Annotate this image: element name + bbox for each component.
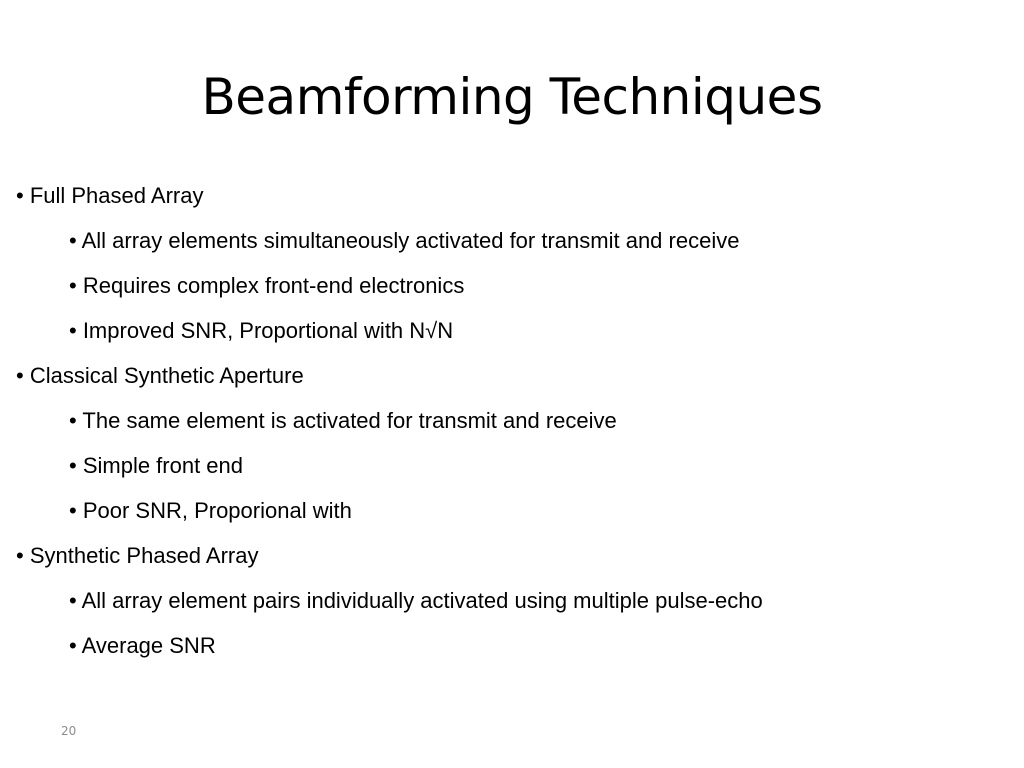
sub-bullet-item: • Poor SNR, Proporional with [69,498,352,523]
bullet-item: • Classical Synthetic Aperture [16,363,304,388]
sub-bullet-item: • Requires complex front-end electronics [69,273,465,298]
bullet-list [16,180,1006,675]
sub-bullet-item: • All array elements simultaneously activated for transmit and receive [69,228,740,253]
bullet-item: • Full Phased Array [16,183,204,208]
sub-bullet-item: • Improved SNR, Proportional with N√N [69,318,454,343]
sub-bullet-item: • All array element pairs individually activated using multiple pulse-echo [69,588,763,613]
page-number: 20 [61,724,77,738]
sub-bullet-item: • Simple front end [69,453,244,478]
sub-bullet-item: • The same element is activated for transmit and receive [69,408,617,433]
bullet-item: • Synthetic Phased Array [16,543,259,568]
sub-bullet-item: • Average SNR [69,633,216,658]
slide-title: Beamforming Techniques [201,68,823,126]
